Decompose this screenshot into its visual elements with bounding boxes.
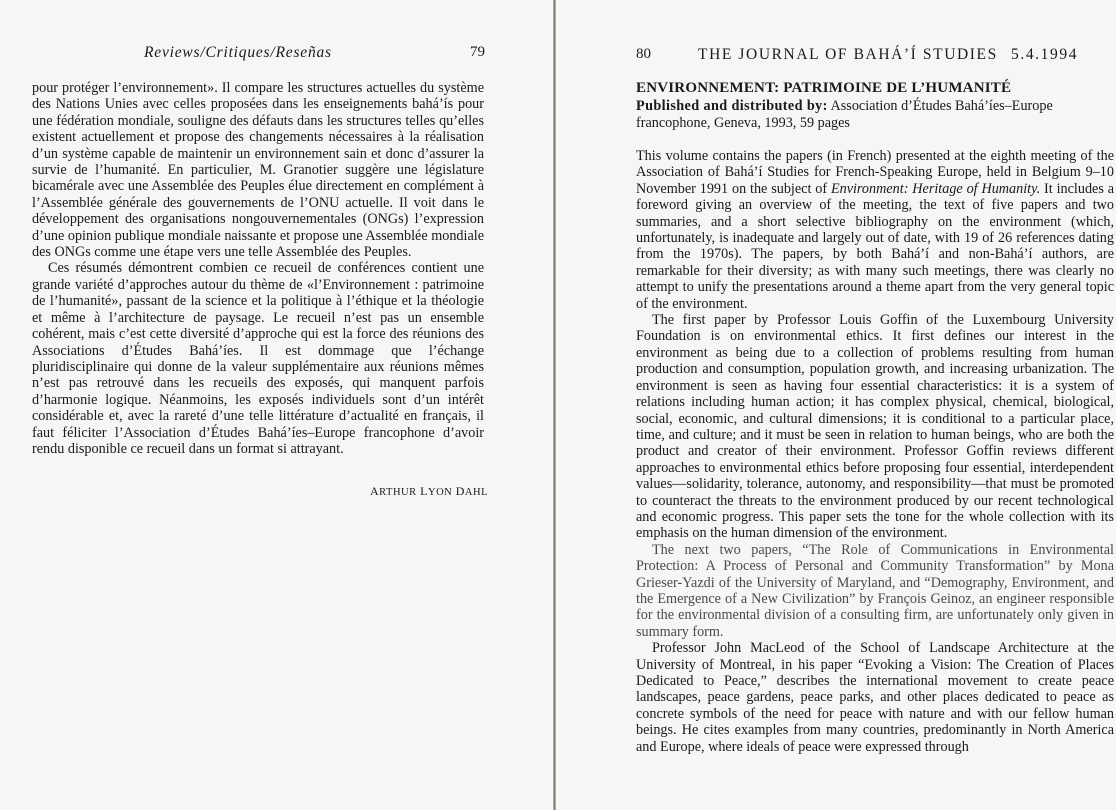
left-page-number: 79 xyxy=(470,44,485,60)
published-value: Association d’Études Bahá’íes–Europe francophone, Geneva, 1993, 59 pages xyxy=(636,98,1053,131)
sig-first-initial: A xyxy=(370,484,380,498)
right-page-number: 80 xyxy=(636,46,651,62)
left-running-head: Reviews/Critiques/Reseñas xyxy=(144,44,332,61)
p1-text-a: This volume contains the papers (in French) presented at the eighth meeting of the Association of Bahá’í Studies for French-Speaking Europe, held in Belgium 9–10 November 1991 on the subject of xyxy=(636,148,1114,197)
left-paragraph-2: Ces résumés démontrent combien ce recueil de conférences contient une grande variété d’approches autour du thème de «l’Environnement : patrimoine de l’humanité», passant de la science et la politique à l’éthique et la théologie et même à l’architecture de paysage. Le recueil n’est pas un ensemble cohérent, mais c’est cette diversité d’approche qui est la force des réunions des Associations d’Études Bahá’íes. Il est dommage que l’échange pluridisciplinaire qui donne de la valeur supplémentaire aux réunions mêmes n’est pas retrouvé dans les recueils des exposés, qui manquent parfois d’harmonie logique. Néanmoins, les exposés individuels sont d’un intérêt considérable et, avec la rareté d’une telle littérature d’actualité en français, il faut féliciter l’Association d’Études Bahá’íes–Europe francophone d’avoir rendu disponible ce recueil dans un format si attrayant. xyxy=(32,260,484,457)
sig-first-rest: RTHUR xyxy=(379,487,417,498)
review-heading xyxy=(636,80,1114,132)
right-body-text xyxy=(636,148,1114,755)
right-page xyxy=(556,0,1116,810)
reviewer-signature xyxy=(370,484,488,499)
sig-last-initial: D xyxy=(455,484,465,498)
right-paragraph-4: Professor John MacLeod of the School of Landscape Architecture at the University of Montreal, in his paper “Evoking a Vision: The Creation of Places Dedicated to Peace,” describes the international movement to create peace landscapes, peace gardens, peace parks, and other places dedicated to peace as concrete symbols of the need for peace with nature and with our fellow human beings. He cites examples from many countries, predominantly in North America and Europe, where ideals of peace were expressed through xyxy=(636,640,1114,755)
sig-last-rest: AHL xyxy=(464,487,488,498)
left-body-text xyxy=(32,80,484,457)
right-paragraph-1 xyxy=(636,148,1114,312)
left-paragraph-1: pour protéger l’environnement». Il compare les structures actuelles du système des Nations Unies avec celles proposées dans les enseignements bahá’ís pour une fédération mondiale, souligne des défauts dans les structures telles qu’elles existent actuellement et propose des changements nécessaires à la réalisation d’un système capable de maintenir un environnement sain et donc d’assurer la survie de l’humanité. En particulier, M. Granotier suggère une législature bicamérale avec une Assemblée des Peuples élue directement en complément à l’Assemblée générale des gouvernements de l’ONU actuelle. Il voit dans le développement des organisations nongouvernementales (ONGs) l’expression d’une opinion publique mondiale naissante et propose une Assemblée mondiale des ONGs comme une étape vers une telle Assemblée des Peuples. xyxy=(32,80,484,261)
published-label: Published and distributed by: xyxy=(636,98,828,114)
issue-number: 5.4.1994 xyxy=(1011,46,1079,63)
sig-middle-rest: YON xyxy=(427,487,453,498)
publication-line xyxy=(636,98,1114,132)
left-page xyxy=(0,0,555,810)
review-title: ENVIRONNEMENT: PATRIMOINE DE L’HUMANITÉ xyxy=(636,80,1012,96)
right-paragraph-2: The first paper by Professor Louis Goffin of the Luxembourg University Foundation is on environmental ethics. It first defines our interest in the environment as being due to a collection of problems resulting from human production and consumption, population growth, and increasing urbanization. The environment is seen as having four essential characteristics: it is a system of relations including human action; it has complex physical, chemical, biological, social, economic, and cultural dimensions; it is conditional to a particular place, time, and culture; and it must be seen in relation to human beings, who are both the product and creator of their environment. Professor Goffin reviews different approaches to environmental ethics before proposing four essential, interdependent values—solidarity, tolerance, autonomy, and responsibility—that must be promoted to counteract the threats to the environment produced by our recent technological and economic progress. This paper sets the tone for the whole collection with its emphasis on the human dimension of the environment. xyxy=(636,312,1114,542)
p1-text-b: It includes a foreword giving an overview of the meeting, the text of five papers and two summaries, and a short selective bibliography on the environment (which, unfortunately, is inadequate and largely out of date, with 19 of 26 references dating from the 1970s). The papers, by both Bahá’í and non-Bahá’í authors, are remarkable for their diversity; as with many such meetings, there was clearly no attempt to unify the presentations around a theme apart from the very general topic of the environment. xyxy=(636,180,1115,312)
sig-middle-initial: L xyxy=(420,484,428,498)
journal-running-head: THE JOURNAL OF BAHÁ’Í STUDIES xyxy=(698,46,998,63)
p1-italic-title: Environment: Heritage of Humanity. xyxy=(830,180,1041,197)
right-paragraph-3: The next two papers, “The Role of Communications in Environmental Protection: A Process of Personal and Community Transformation” by Mona Grieser-Yazdi of the University of Maryland, and “Demography, Environment, and the Emergence of a New Civilization” by François Geinoz, an engineer responsible for the environmental division of a consulting firm, are unfortunately only given in summary form. xyxy=(636,541,1114,640)
